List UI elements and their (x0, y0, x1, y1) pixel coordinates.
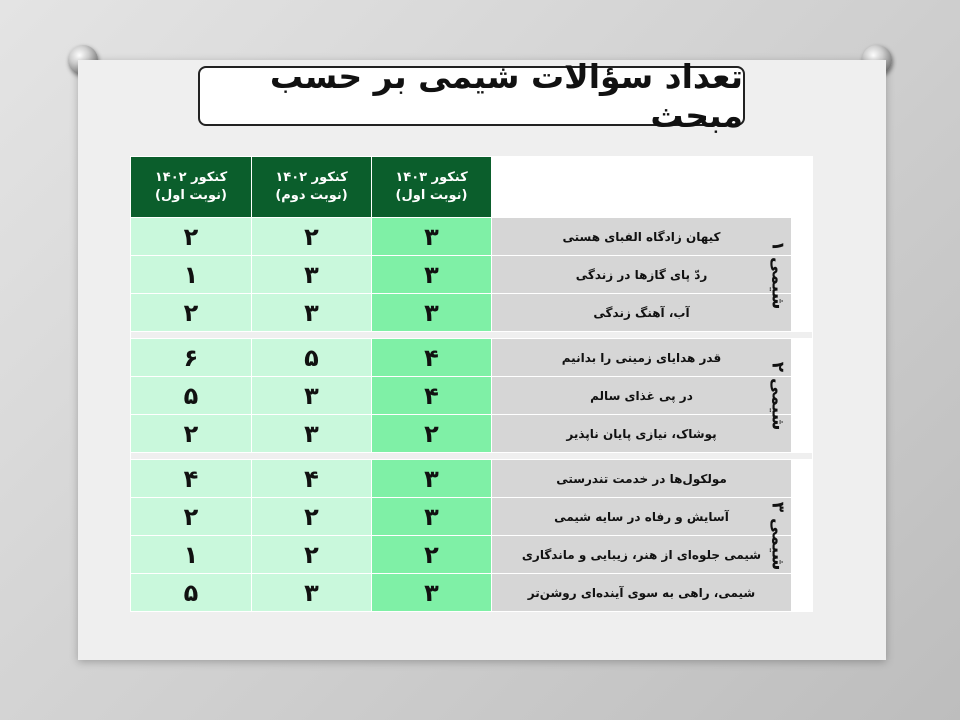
value-cell: ۲ (252, 498, 372, 536)
value-cell: ۲ (372, 536, 492, 574)
topic-cell: آسایش و رفاه در سایه شیمی (492, 498, 792, 536)
column-header (372, 157, 492, 218)
group-label-cell (767, 339, 813, 453)
questions-table (130, 156, 813, 612)
value-cell: ۳ (252, 574, 372, 612)
group-separator (131, 332, 813, 339)
value-cell: ۲ (131, 218, 252, 256)
column-header (252, 157, 372, 218)
table-row (131, 256, 813, 294)
value-cell: ۴ (131, 460, 252, 498)
value-cell: ۲ (372, 415, 492, 453)
group-separator-cell (131, 332, 813, 339)
group-label-cell (767, 218, 813, 332)
value-cell: ۵ (252, 339, 372, 377)
table-row (131, 339, 813, 377)
column-header-line1: کنکور ۱۴۰۲ (275, 170, 348, 185)
table-row (131, 536, 813, 574)
value-cell: ۴ (372, 339, 492, 377)
value-cell: ۱ (131, 536, 252, 574)
table-row (131, 574, 813, 612)
value-cell: ۲ (252, 536, 372, 574)
value-cell: ۶ (131, 339, 252, 377)
value-cell: ۲ (131, 415, 252, 453)
value-cell: ۳ (372, 256, 492, 294)
column-header-line2: (نوبت دوم) (275, 188, 348, 203)
value-cell: ۲ (131, 294, 252, 332)
topic-cell: آب، آهنگ زندگی (492, 294, 792, 332)
column-header-line1: کنکور ۱۴۰۳ (395, 170, 468, 185)
page-title: تعداد سؤالات شیمی بر حسب مبحث (198, 66, 745, 126)
column-header-line2: (نوبت اول) (395, 188, 468, 203)
topic-cell: ردّ پای گازها در زندگی (492, 256, 792, 294)
group-separator (131, 453, 813, 460)
group-label: شیمی ۳ (767, 501, 788, 570)
value-cell: ۳ (252, 294, 372, 332)
table-row (131, 218, 813, 256)
column-header-line2: (نوبت اول) (155, 188, 227, 203)
header-blank-cell (792, 157, 813, 218)
column-header (131, 157, 252, 218)
topic-cell: قدر هدایای زمینی را بدانیم (492, 339, 792, 377)
value-cell: ۴ (252, 460, 372, 498)
group-label: شیمی ۱ (767, 240, 788, 309)
value-cell: ۲ (131, 498, 252, 536)
topic-cell: پوشاک، نیازی پایان ناپذیر (492, 415, 792, 453)
header-blank-cell (492, 157, 792, 218)
group-label: شیمی ۲ (767, 361, 788, 430)
table-row (131, 498, 813, 536)
topic-cell: کیهان زادگاه الفبای هستی (492, 218, 792, 256)
value-cell: ۳ (372, 460, 492, 498)
topic-cell: مولکول‌ها در خدمت تندرستی (492, 460, 792, 498)
value-cell: ۳ (372, 498, 492, 536)
table-row (131, 460, 813, 498)
table-row (131, 377, 813, 415)
value-cell: ۳ (252, 377, 372, 415)
table-row (131, 294, 813, 332)
value-cell: ۵ (131, 574, 252, 612)
value-cell: ۳ (372, 574, 492, 612)
topic-cell: شیمی جلوه‌ای از هنر، زیبایی و ماندگاری (492, 536, 792, 574)
header-row (131, 157, 813, 218)
group-label-cell (767, 460, 813, 612)
column-header-line1: کنکور ۱۴۰۲ (154, 170, 228, 185)
value-cell: ۳ (252, 415, 372, 453)
table-row (131, 415, 813, 453)
topic-cell: شیمی، راهی به سوی آینده‌ای روشن‌تر (492, 574, 792, 612)
value-cell: ۳ (372, 294, 492, 332)
value-cell: ۳ (372, 218, 492, 256)
value-cell: ۳ (252, 256, 372, 294)
value-cell: ۲ (252, 218, 372, 256)
value-cell: ۴ (372, 377, 492, 415)
value-cell: ۱ (131, 256, 252, 294)
topic-cell: در پی غذای سالم (492, 377, 792, 415)
value-cell: ۵ (131, 377, 252, 415)
group-separator-cell (131, 453, 813, 460)
